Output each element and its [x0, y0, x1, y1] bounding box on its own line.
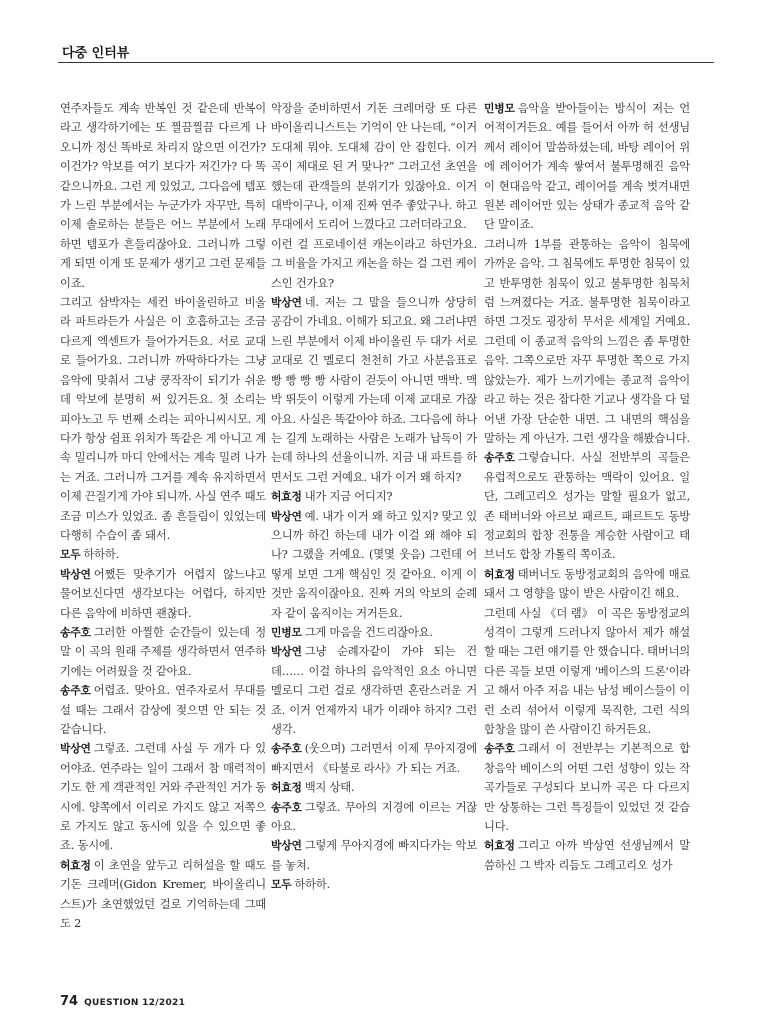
paragraph-text: 어쨌든 맞추기가 어렵지 않느냐고 물어보신다면 생각보다는 어렵다, 하지만 다른 음악에 비하면 괜찮다.	[60, 567, 266, 620]
speaker-name: 송주호	[60, 625, 91, 639]
page-footer	[60, 994, 185, 1009]
paragraph-text: 그런데 사실 《더 램》 이 곡은 동방정교의 성격이 그렇게 드러나지 않아서 제가 해설할 때는 그런 얘기를 안 했습니다. 태버너의 다른 곡들 보면 이렇게 '베이스의 드론'이라고 해서 아주 저음 내는 남성 베이스들이 이런 소리 섞어서 이렇게 묵직한, 그런 식의 합창을 많이 쓴 사람이긴 하거든요.	[484, 606, 690, 736]
speaker-name: 박상연	[271, 296, 302, 310]
interview-paragraph	[271, 739, 477, 778]
paragraph-text: 하하하.	[83, 548, 119, 562]
speaker-name: 민병모	[271, 625, 302, 639]
interview-paragraph	[60, 545, 266, 564]
speaker-name: 허효정	[271, 781, 302, 795]
interview-paragraph	[271, 507, 477, 623]
speaker-name: 허효정	[60, 858, 91, 872]
speaker-name: 민병모	[484, 102, 515, 115]
interview-paragraph	[271, 798, 477, 837]
interview-paragraph	[60, 681, 266, 739]
speaker-name: 허효정	[484, 567, 515, 581]
paragraph-text: 어렵죠. 맞아요. 연주자로서 무대를 설 때는 그래서 감상에 젖으면 안 되는 것 같습니다.	[60, 684, 266, 736]
interview-paragraph	[484, 448, 690, 564]
interview-paragraph	[484, 565, 690, 604]
interview-paragraph	[484, 604, 690, 740]
paragraph-text: 그렇습니다. 사실 전반부의 곡들은 유럽적으로도 관통하는 맥락이 있어요. 일단, 그레고리오 성가는 말할 필요가 없고, 존 태버너와 아르보 패르트, 패르트도 동방정교회의 합창 전통을 계승한 사람이고 태브너도 합창 가톨릭 쪽이죠.	[484, 451, 690, 562]
speaker-name: 박상연	[271, 839, 302, 853]
paragraph-text: 백지 상태.	[304, 781, 355, 795]
interview-paragraph	[60, 293, 266, 545]
paragraph-text: 그러한 아찔한 순간들이 있는데 정말 이 곡의 원래 주제를 생각하면서 연주하기에는 어려웠을 것 같아요.	[60, 625, 266, 678]
speaker-name: 송주호	[271, 800, 302, 814]
speaker-name: 송주호	[484, 451, 515, 465]
speaker-name: 모두	[271, 878, 292, 892]
paragraph-text: 연주자들도 계속 반복인 것 같은데 반복이라고 생각하기에는 또 찔끔찔끔 다르게 나오니까 정신 똑바로 차리지 않으면 이건가? 이건가? 악보를 여기 보다가 저긴가? 다 똑같으니까요. 그런 게 있었고, 그다음에 템포가 느린 부분에서는 누군가가 자꾸만, 특히 이제 솔로하는 분들은 어느 부분에서 노래하면 템포가 흔들리잖아요. 그러니까 그렇게 되면 이게 또 문제가 생기고 그런 문제들이죠.	[60, 102, 266, 290]
speaker-name: 송주호	[60, 684, 91, 698]
paragraph-text: 네. 저는 그 말을 들으니까 상당히 공감이 가네요. 이해가 되고요. 왜 그러냐면 느린 부분에서 이제 바이올린 두 대가 서로 교대로 긴 멜로디 천천히 가고 사분음표로 빵 빵 빵 빵 사람이 걷듯이 아니면 맥박. 맥박 뛰듯이 이렇게 가는데 이제 교대로 가잖아요. 사실은 똑같아야 하죠. 그다음에 하나는 길게 노래하는 사람은 노래가 납득이 가는데 하나의 선율이니까. 지금 내 파트를 하면서도 그런 거예요. 내가 이거 왜 하지?	[271, 296, 477, 484]
paragraph-text: 그렇죠. 그런데 사실 두 개가 다 있어야죠. 연주라는 일이 그래서 참 매력적이기도 한 게 객관적인 거와 주관적인 거가 동시에. 양쪽에서 이리로 가지도 않고 저쪽으로 가지도 않고 동시에 있을 수 있으면 좋죠. 동시에.	[60, 742, 266, 853]
interview-paragraph	[271, 623, 477, 642]
section-title: 다중 인터뷰	[62, 46, 130, 61]
interview-paragraph	[60, 856, 266, 934]
speaker-name: 송주호	[271, 742, 302, 756]
paragraph-text: 악장을 준비하면서 기돈 크레머랑 또 다른 바이올리니스트는 기억이 안 나는데, “이거 도대체 뭐야. 도대체 감이 안 잡힌다. 이거 곡이 제대로 된 거 맞나?” 그러고선 초연을 했는데 관객들의 분위기가 있잖아요. 이거 대박이구나, 이제 진짜 연주 좋았구나. 하고 무대에서 도리어 느꼈다고 그러더라고요.	[271, 102, 477, 232]
speaker-name: 허효정	[484, 839, 515, 853]
text-column-1	[60, 99, 266, 933]
interview-paragraph	[60, 565, 266, 623]
paragraph-text: 그러니까 1부를 관통하는 음악이 침묵에 가까운 음악. 그 침묵에도 투명한 침묵이 있고 반투명한 침묵이 있고 불투명한 침묵처럼 느껴졌다는 거죠. 불투명한 침묵이라고 하면 그것도 굉장히 무서운 세계일 거예요. 그런데 이 종교적 음악의 느낌은 좀 투명한 음악. 그쪽으로만 자꾸 투명한 쪽으로 가지 않았는가. 제가 느끼기에는 종교적 음악이라고 하는 것은 잡다한 기교나 생각을 다 덜어낸 가장 단순한 내면. 그 내면의 핵심을 말하는 게 아닌가. 그런 생각을 해봤습니다.	[484, 237, 690, 445]
paragraph-text: 그게 마음을 건드리잖아요.	[304, 625, 433, 639]
interview-paragraph	[60, 739, 266, 855]
paragraph-text: 예. 내가 이거 왜 하고 있지? 맞고 있으니까 하긴 하는데 내가 이걸 왜 해야 되나? 그랬을 거예요. (몇몇 웃음) 그런데 어떻게 보면 그게 핵심인 것 같아요. 이게 이것만 움직이잖아요. 진짜 거의 악보의 순례자 같이 움직이는 거거든요.	[271, 509, 477, 620]
paragraph-text: 태버너도 동방정교회의 음악에 매료돼서 그 영향을 많이 받은 사람이긴 해요.	[484, 567, 690, 601]
speaker-name: 허효정	[271, 490, 302, 504]
paragraph-text: 그렇죠. 무아의 지경에 이르는 거잖아요.	[271, 800, 477, 834]
interview-paragraph	[484, 99, 690, 235]
interview-paragraph	[271, 875, 477, 894]
speaker-name: 박상연	[271, 645, 302, 659]
speaker-name: 모두	[60, 548, 81, 562]
text-column-3	[484, 99, 690, 875]
interview-paragraph	[60, 623, 266, 681]
paragraph-text: 이 초연을 앞두고 리허설을 할 때도 기돈 크레머(Gidon Kremer, 바이올리니스트)가 초연했었던 걸로 기억하는데 그때도 2	[60, 858, 266, 931]
interview-paragraph	[60, 99, 266, 293]
speaker-name: 박상연	[60, 567, 91, 581]
paragraph-text: 그리고 아까 박상연 선생님께서 말씀하신 그 박자 리듬도 그레고리오 성가	[484, 839, 690, 872]
interview-paragraph	[484, 235, 690, 448]
paragraph-text: 그리고 삼박자는 세컨 바이올린하고 비올라 파트라든가 사실은 이 호흡하고는 조금 다르게 엑센트가 들어가거든요. 서로 교대로 들어가요. 그러니까 까딱하다가는 그냥 음악에 맞춰서 그냥 쿵작작이 되기가 쉬운데 악보에 분명히 써 있거든요. 첫 소리는 피아노고 두 번째 소리는 피아니씨시모. 게다가 항상 쉼표 위치가 똑같은 게 아니고 계속 밀리니까 마디 안에서는 계속 밀려 나가는 거죠. 그러니까 그거를 계속 유지하면서 이제 끈질기게 가야 되니까. 사실 연주 때도 조금 미스가 있었죠. 좀 흔들림이 있었는데 다행히 수습이 좀 돼서.	[60, 296, 266, 542]
paragraph-text: 이런 걸 프로네이션 캐논이라고 하던가요. 그 비율을 가지고 캐논을 하는 걸 그런 케이스인 건가요?	[271, 237, 477, 290]
interview-paragraph	[271, 836, 477, 875]
interview-paragraph	[271, 235, 477, 293]
paragraph-text: (웃으며) 그러면서 이제 무아지경에 빠지면서 《타불로 라사》가 되는 거죠.	[271, 742, 477, 775]
interview-paragraph	[484, 836, 690, 875]
paragraph-text: 음악을 받아들이는 방식이 저는 언어적이거든요. 예를 들어서 아까 허 선생님께서 레이어 말씀하셨는데, 바탕 레이어 위에 레이어가 계속 쌓여서 불투명해진 음악이 현대음악 같고, 레이어를 계속 벗겨내면 원본 레이어만 있는 상태가 종교적 음악 같단 말이죠.	[484, 102, 690, 232]
paragraph-text: 내가 지금 어디지?	[304, 490, 393, 504]
speaker-name: 박상연	[60, 742, 91, 756]
interview-paragraph	[271, 778, 477, 797]
text-column-2	[271, 99, 477, 895]
interview-paragraph	[271, 293, 477, 487]
paragraph-text: 그래서 이 전반부는 기본적으로 합창음악 베이스의 어떤 그런 성향이 있는 작곡가들로 구성되다 보니까 곡은 다 다르지만 상통하는 그런 특징들이 있었던 것 같습니다.	[484, 742, 690, 834]
paragraph-text: 그냥 순례자같이 가야 되는 건데…… 이걸 하나의 음악적인 요소 아니면 멜로디 그런 걸로 생각하면 혼란스러운 거죠. 이거 언제까지 내가 이래야 하지? 그런 생각.	[271, 645, 477, 736]
header-divider	[58, 62, 714, 63]
speaker-name: 박상연	[271, 509, 302, 523]
magazine-issue: QUESTION 12/2021	[84, 998, 186, 1008]
interview-paragraph	[271, 99, 477, 235]
paragraph-text: 그렇게 무아지경에 빠지다가는 악보를 놓쳐.	[271, 839, 477, 872]
interview-paragraph	[484, 739, 690, 836]
paragraph-text: 하하하.	[294, 878, 330, 892]
interview-paragraph	[271, 487, 477, 506]
page-number: 74	[60, 994, 79, 1009]
interview-paragraph	[271, 642, 477, 739]
speaker-name: 송주호	[484, 742, 515, 756]
